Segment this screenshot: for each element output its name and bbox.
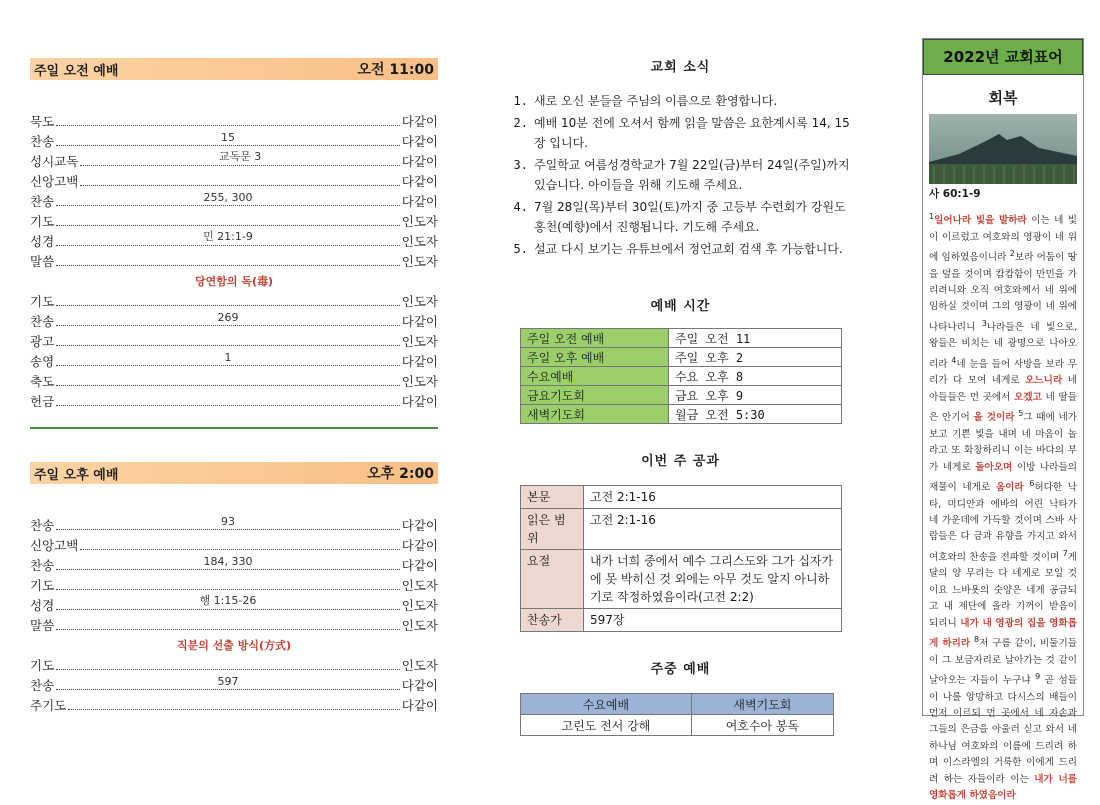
schedule-service: 새벽기도회 bbox=[521, 405, 669, 424]
leader-dots bbox=[80, 150, 399, 166]
order-item bbox=[30, 112, 438, 132]
order-item-name: 찬송 bbox=[30, 134, 55, 149]
order-item-name: 말씀 bbox=[30, 618, 55, 633]
order-item-detail-text: 민 21:1-9 bbox=[200, 230, 256, 243]
schedule-time: 수요 오후 8 bbox=[669, 367, 842, 386]
schedule-service: 주일 오후 예배 bbox=[521, 348, 669, 367]
order-item-detail bbox=[56, 675, 400, 688]
news-item bbox=[508, 239, 853, 259]
order-item-leader: 다같이 bbox=[401, 394, 438, 409]
order-item-leader: 다같이 bbox=[401, 518, 438, 533]
lesson-value: 내가 너희 중에서 예수 그리스도와 그가 십자가에 못 박히신 것 외에는 아무 것도 알지 아니하기로 작정하였음이라(고전 2:2) bbox=[584, 550, 842, 609]
order-item bbox=[30, 392, 438, 412]
order-item-name: 기도 bbox=[30, 658, 55, 673]
lesson-value: 597장 bbox=[584, 609, 842, 632]
schedule-service: 주일 오전 예배 bbox=[521, 329, 669, 348]
leader-dots bbox=[56, 677, 400, 690]
order-item-name: 찬송 bbox=[30, 678, 55, 693]
order-item-detail-text: 93 bbox=[218, 515, 238, 528]
order-item-name: 성경 bbox=[30, 234, 55, 249]
schedule-time: 월금 오전 5:30 bbox=[669, 405, 842, 424]
schedule-row bbox=[521, 367, 842, 386]
order-item-detail-text: 184, 330 bbox=[200, 555, 255, 568]
order-item-leader: 인도자 bbox=[401, 578, 438, 593]
info-column bbox=[508, 56, 853, 736]
leader-dots bbox=[56, 293, 400, 306]
leader-dots bbox=[56, 213, 400, 226]
order-item-name: 주기도 bbox=[30, 698, 67, 713]
schedule-title: 예배 시간 bbox=[650, 299, 711, 314]
order-item-name: 송영 bbox=[30, 354, 55, 369]
leader-dots bbox=[56, 193, 400, 206]
order-item bbox=[30, 696, 438, 716]
order-item-name: 신앙고백 bbox=[30, 538, 79, 553]
order-item-leader: 인도자 bbox=[401, 254, 438, 269]
order-item bbox=[30, 232, 438, 252]
schedule-time: 주일 오전 11 bbox=[669, 329, 842, 348]
morning-order-list bbox=[30, 112, 438, 272]
lesson-row bbox=[521, 609, 842, 632]
order-item-detail-text: 교독문 3 bbox=[216, 150, 264, 163]
leader-dots bbox=[56, 594, 400, 610]
afternoon-sermon-title: 직분의 선출 방식(方式) bbox=[176, 639, 292, 652]
lesson-table bbox=[520, 485, 842, 632]
schedule-row bbox=[521, 386, 842, 405]
order-item-detail-text: 255, 300 bbox=[200, 191, 255, 204]
order-item-name: 축도 bbox=[30, 374, 55, 389]
order-item-detail bbox=[56, 592, 400, 608]
weekday-value-dawn: 여호수아 봉독 bbox=[691, 715, 833, 736]
order-item-detail-text: 1 bbox=[221, 351, 234, 364]
order-item bbox=[30, 192, 438, 212]
order-item bbox=[30, 292, 438, 312]
lesson-row bbox=[521, 509, 842, 550]
schedule-row bbox=[521, 329, 842, 348]
schedule-time: 금요 오후 9 bbox=[669, 386, 842, 405]
weekday-header-wed: 수요예배 bbox=[521, 694, 692, 715]
order-item bbox=[30, 516, 438, 536]
morning-service-header bbox=[30, 58, 438, 80]
order-item-detail-text: 15 bbox=[218, 131, 238, 144]
order-item-name: 찬송 bbox=[30, 558, 55, 573]
order-item-detail bbox=[56, 131, 400, 144]
schedule-row bbox=[521, 348, 842, 367]
mountain-image bbox=[929, 114, 1077, 184]
leader-dots bbox=[56, 373, 400, 386]
order-item-name: 찬송 bbox=[30, 518, 55, 533]
news-item bbox=[508, 113, 853, 153]
order-item-name: 광고 bbox=[30, 334, 55, 349]
lesson-label: 본문 bbox=[521, 486, 584, 509]
lesson-value: 고전 2:1-16 bbox=[584, 509, 842, 550]
order-item bbox=[30, 172, 438, 192]
leader-dots bbox=[56, 113, 400, 126]
lesson-label: 요절 bbox=[521, 550, 584, 609]
lesson-row bbox=[521, 486, 842, 509]
schedule-service: 수요예배 bbox=[521, 367, 669, 386]
order-item bbox=[30, 656, 438, 676]
order-item-detail bbox=[56, 191, 400, 204]
news-item-number: 1. bbox=[513, 94, 528, 108]
news-item-number: 3. bbox=[513, 158, 528, 172]
leader-dots bbox=[56, 230, 400, 246]
order-item-name: 성경 bbox=[30, 598, 55, 613]
leader-dots bbox=[56, 557, 400, 570]
leader-dots bbox=[56, 577, 400, 590]
order-item-name: 말씀 bbox=[30, 254, 55, 269]
afternoon-service-title: 주일 오후 예배 bbox=[34, 467, 119, 483]
leader-dots bbox=[56, 253, 400, 266]
afternoon-service-time: 오후 2:00 bbox=[367, 466, 434, 482]
news-item-text: 새로 오신 분들을 주님의 이름으로 환영합니다. bbox=[534, 94, 778, 108]
order-item-leader: 인도자 bbox=[401, 294, 438, 309]
leader-dots bbox=[56, 617, 400, 630]
morning-service-title: 주일 오전 예배 bbox=[34, 63, 119, 79]
news-item-text: 설교 다시 보기는 유튜브에서 정언교회 검색 후 가능합니다. bbox=[534, 242, 843, 256]
order-item-name: 찬송 bbox=[30, 314, 55, 329]
order-item-name: 기도 bbox=[30, 294, 55, 309]
order-item-leader: 인도자 bbox=[401, 214, 438, 229]
lesson-row bbox=[521, 550, 842, 609]
lesson-title: 이번 주 공과 bbox=[641, 454, 720, 469]
schedule-table bbox=[520, 328, 842, 424]
lesson-label: 찬송가 bbox=[521, 609, 584, 632]
order-item bbox=[30, 676, 438, 696]
afternoon-column bbox=[30, 462, 438, 716]
leader-dots bbox=[68, 697, 400, 710]
order-item-leader: 인도자 bbox=[401, 334, 438, 349]
order-item-name: 기도 bbox=[30, 578, 55, 593]
order-item-leader: 다같이 bbox=[401, 174, 438, 189]
order-item bbox=[30, 556, 438, 576]
morning-order-list-2 bbox=[30, 292, 438, 412]
order-item-detail bbox=[56, 228, 400, 244]
order-item-leader: 다같이 bbox=[401, 314, 438, 329]
order-item bbox=[30, 152, 438, 172]
schedule-service: 금요기도회 bbox=[521, 386, 669, 405]
order-item-leader: 다같이 bbox=[401, 194, 438, 209]
order-item-leader: 인도자 bbox=[401, 618, 438, 633]
order-item-name: 묵도 bbox=[30, 114, 55, 129]
order-item-name: 신앙고백 bbox=[30, 174, 79, 189]
afternoon-order-list bbox=[30, 516, 438, 636]
order-item-leader: 인도자 bbox=[401, 598, 438, 613]
schedule-row bbox=[521, 405, 842, 424]
order-item-leader: 인도자 bbox=[401, 374, 438, 389]
order-item-leader: 인도자 bbox=[401, 234, 438, 249]
schedule-time: 주일 오후 2 bbox=[669, 348, 842, 367]
order-item bbox=[30, 596, 438, 616]
order-item bbox=[30, 332, 438, 352]
lesson-value: 고전 2:1-16 bbox=[584, 486, 842, 509]
leader-dots bbox=[56, 353, 400, 366]
weekday-title: 주중 예배 bbox=[650, 662, 711, 677]
order-item-name: 찬송 bbox=[30, 194, 55, 209]
order-item-leader: 다같이 bbox=[401, 114, 438, 129]
order-item-leader: 다같이 bbox=[401, 558, 438, 573]
order-item-leader: 다같이 bbox=[401, 154, 438, 169]
order-item bbox=[30, 252, 438, 272]
leader-dots bbox=[80, 537, 399, 550]
news-item bbox=[508, 155, 853, 195]
order-item-name: 성시교독 bbox=[30, 154, 79, 169]
motto-panel bbox=[922, 38, 1084, 802]
leader-dots bbox=[56, 133, 400, 146]
order-item-leader: 다같이 bbox=[401, 678, 438, 693]
leader-dots bbox=[56, 313, 400, 326]
verse-reference: 사 60:1-9 bbox=[929, 188, 981, 200]
order-item bbox=[30, 616, 438, 636]
news-item bbox=[508, 197, 853, 237]
order-item-leader: 다같이 bbox=[401, 538, 438, 553]
verse-text: $^1$일어나라 빛을 발하라 이는 네 빛이 이르렀고 여호와의 영광이 네 위에 임하였음이니라 $^2$보라 어둠이 땅을 덮을 것이며 캄캄함이 만민을 가리려니와 오직 여호와께서 네 위에 임하실 것이며 그의 영광이 네 위에 나타나리니 $^3$나라들은 네 빛으로, 왕들은 비치는 네 광명으로 나아오리라 $^4$네 눈을 들어 사방을 보라 무리가 다 모여 네게로 오느니라 네 아들들은 먼 곳에서 오겠고 네 딸들은 안기어 올 것이라 $^5$그 때에 네가 보고 기쁜 빛을 내며 네 마음이 놀라고 또 화창하리니 이는 바다의 부가 네게로 돌아오며 이방 나라들의 재물이 네게로 옴이라 $^6$허다한 낙타, 미디안과 에바의 어린 낙타가 네 가운데에 가득할 것이며 스바 사람들은 다 금과 유향을 가지고 와서 여호와의 찬송을 전파할 것이며 $^7$게달의 양 무리는 다 네게로 모일 것이요 느바욧의 숫양은 네게 공급되고 내 제단에 올라 기꺼이 받음이 되리니 내가 내 영광의 집을 영화롭게 하리라 $^8$저 구름 같이, 비둘기들이 그 보금자리로 날아가는 것 같이 날아오는 자들이 누구냐 $^9$ 곧 섬들이 나를 앙망하고 다시스의 배들이 먼저 이르되 먼 곳에서 네 자손과 그들의 은금을 아울러 싣고 와서 네 하나님 여호와의 이름에 드리려 하며 이스라엘의 거룩한 이에게 드리려 하는 자들이라 이는 내가 너를 영화롭게 하였음이라 bbox=[929, 212, 1078, 802]
news-item-number: 5. bbox=[513, 242, 528, 256]
order-item-detail bbox=[56, 351, 400, 364]
news-item-text: 예배 10분 전에 오셔서 함께 읽을 말씀은 요한계시록 14, 15장 입니다. bbox=[534, 116, 850, 150]
order-item-detail bbox=[56, 555, 400, 568]
morning-service-time: 오전 11:00 bbox=[357, 62, 434, 78]
news-list bbox=[508, 91, 853, 259]
order-item-leader: 다같이 bbox=[401, 354, 438, 369]
news-item-number: 4. bbox=[513, 200, 528, 214]
weekday-header-dawn: 새벽기도회 bbox=[691, 694, 833, 715]
leader-dots bbox=[56, 517, 400, 530]
leader-dots bbox=[80, 173, 399, 186]
news-title: 교회 소식 bbox=[650, 60, 711, 75]
order-item bbox=[30, 536, 438, 556]
morning-sermon-title: 당연함의 독(毒) bbox=[194, 275, 273, 288]
lesson-label: 읽은 범위 bbox=[521, 509, 584, 550]
order-item bbox=[30, 312, 438, 332]
order-item-detail-text: 269 bbox=[214, 311, 241, 324]
afternoon-order-list-2 bbox=[30, 656, 438, 716]
news-item bbox=[508, 91, 853, 111]
motto-word: 회복 bbox=[988, 89, 1018, 107]
afternoon-service-header bbox=[30, 462, 438, 484]
order-item-detail bbox=[56, 311, 400, 324]
order-item bbox=[30, 372, 438, 392]
order-item-leader: 인도자 bbox=[401, 658, 438, 673]
news-item-text: 7월 28일(목)부터 30일(토)까지 중 고등부 수련회가 강원도 홍천(예향)에서 진행됩니다. 기도해 주세요. bbox=[534, 200, 846, 234]
weekday-table bbox=[520, 693, 834, 736]
order-item-leader: 다같이 bbox=[401, 134, 438, 149]
leader-dots bbox=[56, 333, 400, 346]
order-item-name: 헌금 bbox=[30, 394, 55, 409]
news-item-number: 2. bbox=[513, 116, 528, 130]
leader-dots bbox=[56, 657, 400, 670]
weekday-value-wed: 고린도 전서 강해 bbox=[521, 715, 692, 736]
order-item-detail bbox=[80, 148, 399, 164]
order-item-detail-text: 행 1:15-26 bbox=[197, 594, 260, 607]
order-item-detail-text: 597 bbox=[214, 675, 241, 688]
order-item-detail bbox=[56, 515, 400, 528]
news-item-text: 주일학교 여름성경학교가 7월 22일(금)부터 24일(주일)까지 있습니다. 아이들을 위해 기도해 주세요. bbox=[534, 158, 850, 192]
section-divider bbox=[30, 427, 438, 429]
leader-dots bbox=[56, 393, 400, 406]
order-item bbox=[30, 352, 438, 372]
motto-title: 2022년 교회표어 bbox=[923, 39, 1083, 75]
worship-order-column bbox=[30, 58, 438, 412]
order-item-name: 기도 bbox=[30, 214, 55, 229]
order-item-leader: 다같이 bbox=[401, 698, 438, 713]
